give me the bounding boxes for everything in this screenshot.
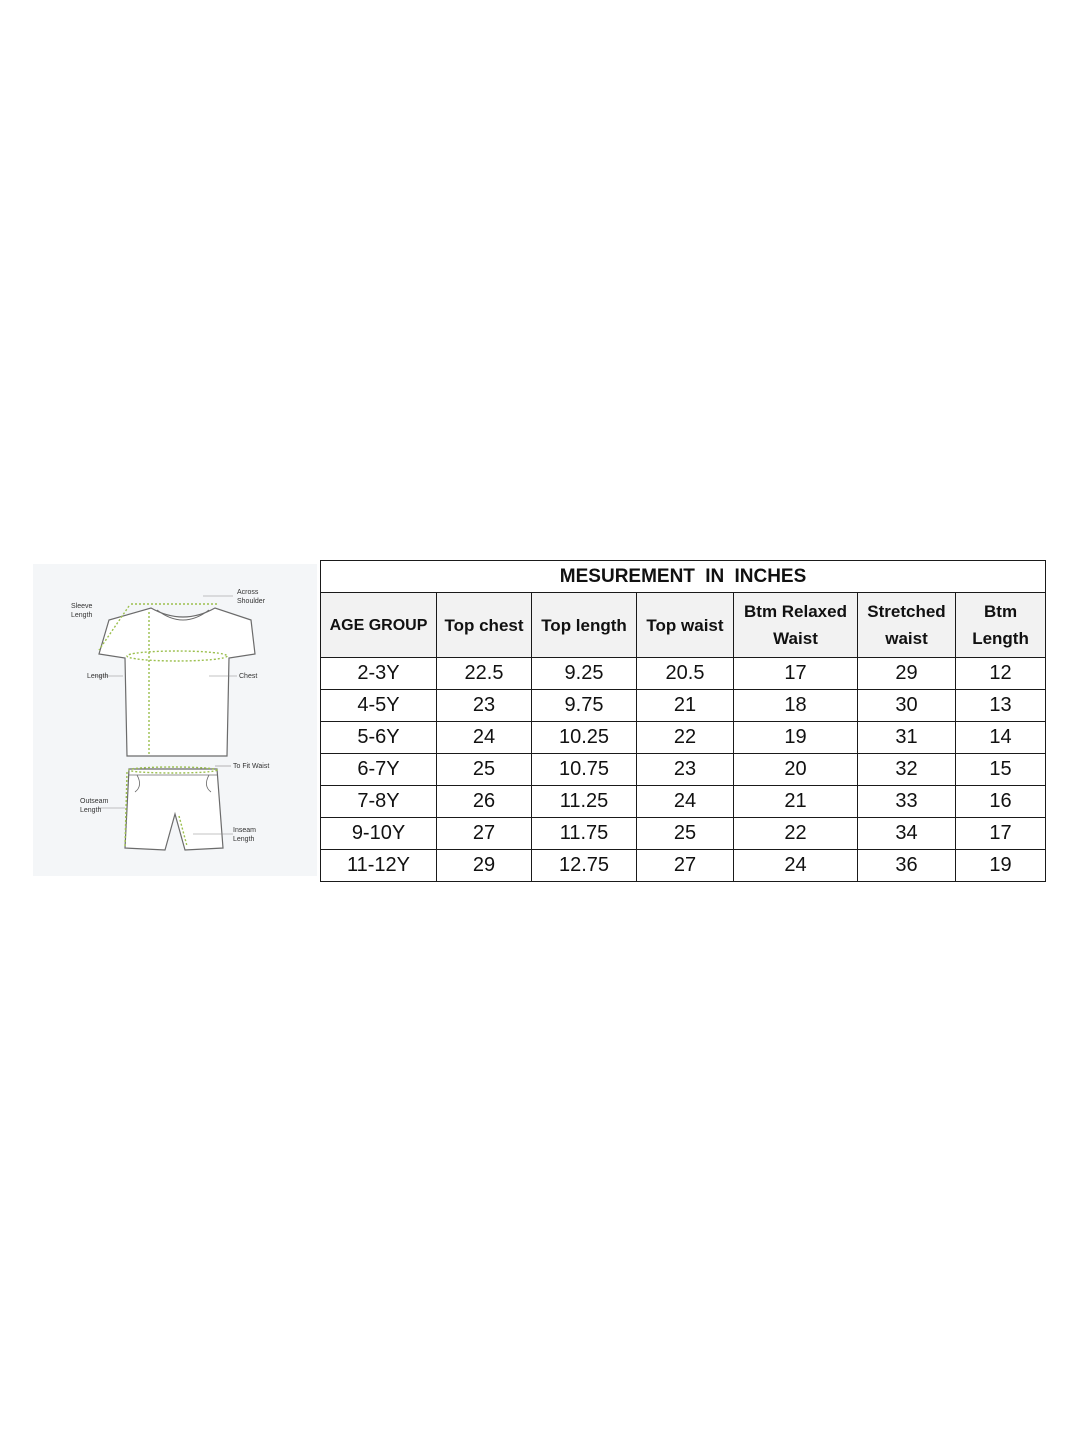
age-group-cell: 9-10Y bbox=[321, 818, 437, 850]
measurement-cell: 27 bbox=[437, 818, 532, 850]
measurement-cell: 16 bbox=[956, 786, 1046, 818]
measurement-cell: 10.25 bbox=[532, 722, 637, 754]
measurement-cell: 30 bbox=[858, 690, 956, 722]
label-chest: Chest bbox=[239, 673, 258, 680]
size-chart-table bbox=[320, 560, 1046, 882]
age-group-cell: 11-12Y bbox=[321, 850, 437, 882]
measurement-cell: 17 bbox=[734, 658, 858, 690]
measurement-cell: 20.5 bbox=[637, 658, 734, 690]
measurement-cell: 32 bbox=[858, 754, 956, 786]
measurement-cell: 31 bbox=[858, 722, 956, 754]
age-group-cell: 6-7Y bbox=[321, 754, 437, 786]
measurement-cell: 21 bbox=[734, 786, 858, 818]
measurement-cell: 15 bbox=[956, 754, 1046, 786]
measurement-cell: 34 bbox=[858, 818, 956, 850]
header-age-group: AGE GROUP bbox=[321, 593, 437, 658]
measurement-cell: 11.75 bbox=[532, 818, 637, 850]
header-btm-relaxed-waist: Btm Relaxed Waist bbox=[734, 593, 858, 658]
measurement-cell: 18 bbox=[734, 690, 858, 722]
measurement-cell: 13 bbox=[956, 690, 1046, 722]
table-row bbox=[321, 754, 1046, 786]
table-row bbox=[321, 658, 1046, 690]
table-header-row bbox=[321, 593, 1046, 658]
header-stretched-waist: Stretched waist bbox=[858, 593, 956, 658]
measurement-cell: 9.75 bbox=[532, 690, 637, 722]
measurement-cell: 22.5 bbox=[437, 658, 532, 690]
header-top-length: Top length bbox=[532, 593, 637, 658]
table-title: MESUREMENT IN INCHES bbox=[321, 561, 1046, 593]
measurement-cell: 22 bbox=[637, 722, 734, 754]
table-row bbox=[321, 690, 1046, 722]
measurement-cell: 24 bbox=[437, 722, 532, 754]
measurement-cell: 19 bbox=[956, 850, 1046, 882]
label-length: Length bbox=[87, 673, 109, 680]
measurement-cell: 10.75 bbox=[532, 754, 637, 786]
label-outseam-2: Length bbox=[80, 807, 102, 814]
measurement-cell: 25 bbox=[437, 754, 532, 786]
table-row bbox=[321, 818, 1046, 850]
measurement-cell: 24 bbox=[637, 786, 734, 818]
header-top-chest: Top chest bbox=[437, 593, 532, 658]
measurement-cell: 12 bbox=[956, 658, 1046, 690]
age-group-cell: 2-3Y bbox=[321, 658, 437, 690]
age-group-cell: 4-5Y bbox=[321, 690, 437, 722]
measurement-cell: 11.25 bbox=[532, 786, 637, 818]
measurement-cell: 33 bbox=[858, 786, 956, 818]
label-across-2: Shoulder bbox=[237, 598, 266, 605]
table-body bbox=[321, 658, 1046, 882]
measurement-cell: 19 bbox=[734, 722, 858, 754]
tshirt-outline bbox=[99, 608, 258, 756]
measurement-cell: 9.25 bbox=[532, 658, 637, 690]
measurement-cell: 12.75 bbox=[532, 850, 637, 882]
measurement-cell: 21 bbox=[637, 690, 734, 722]
label-inseam-2: Length bbox=[233, 836, 255, 843]
measurement-cell: 22 bbox=[734, 818, 858, 850]
measurement-cell: 17 bbox=[956, 818, 1046, 850]
label-outseam: Outseam bbox=[80, 798, 109, 805]
header-btm-length: Btm Length bbox=[956, 593, 1046, 658]
header-top-waist: Top waist bbox=[637, 593, 734, 658]
measurement-cell: 29 bbox=[437, 850, 532, 882]
label-across: Across bbox=[237, 589, 259, 596]
garment-illustration bbox=[33, 564, 317, 876]
measurement-cell: 26 bbox=[437, 786, 532, 818]
measurement-cell: 29 bbox=[858, 658, 956, 690]
table-row bbox=[321, 786, 1046, 818]
measurement-cell: 14 bbox=[956, 722, 1046, 754]
measurement-cell: 25 bbox=[637, 818, 734, 850]
age-group-cell: 5-6Y bbox=[321, 722, 437, 754]
label-sleeve-2: Length bbox=[71, 612, 93, 619]
label-sleeve: Sleeve bbox=[71, 603, 93, 610]
measurement-cell: 24 bbox=[734, 850, 858, 882]
measurement-cell: 20 bbox=[734, 754, 858, 786]
measurement-cell: 36 bbox=[858, 850, 956, 882]
measurement-cell: 23 bbox=[637, 754, 734, 786]
table-title-row bbox=[321, 561, 1046, 593]
table-row bbox=[321, 850, 1046, 882]
label-to-fit-waist: To Fit Waist bbox=[233, 763, 270, 770]
age-group-cell: 7-8Y bbox=[321, 786, 437, 818]
measurement-diagram bbox=[33, 564, 317, 876]
measurement-cell: 27 bbox=[637, 850, 734, 882]
table-row bbox=[321, 722, 1046, 754]
label-inseam: Inseam bbox=[233, 827, 256, 834]
measurement-cell: 23 bbox=[437, 690, 532, 722]
